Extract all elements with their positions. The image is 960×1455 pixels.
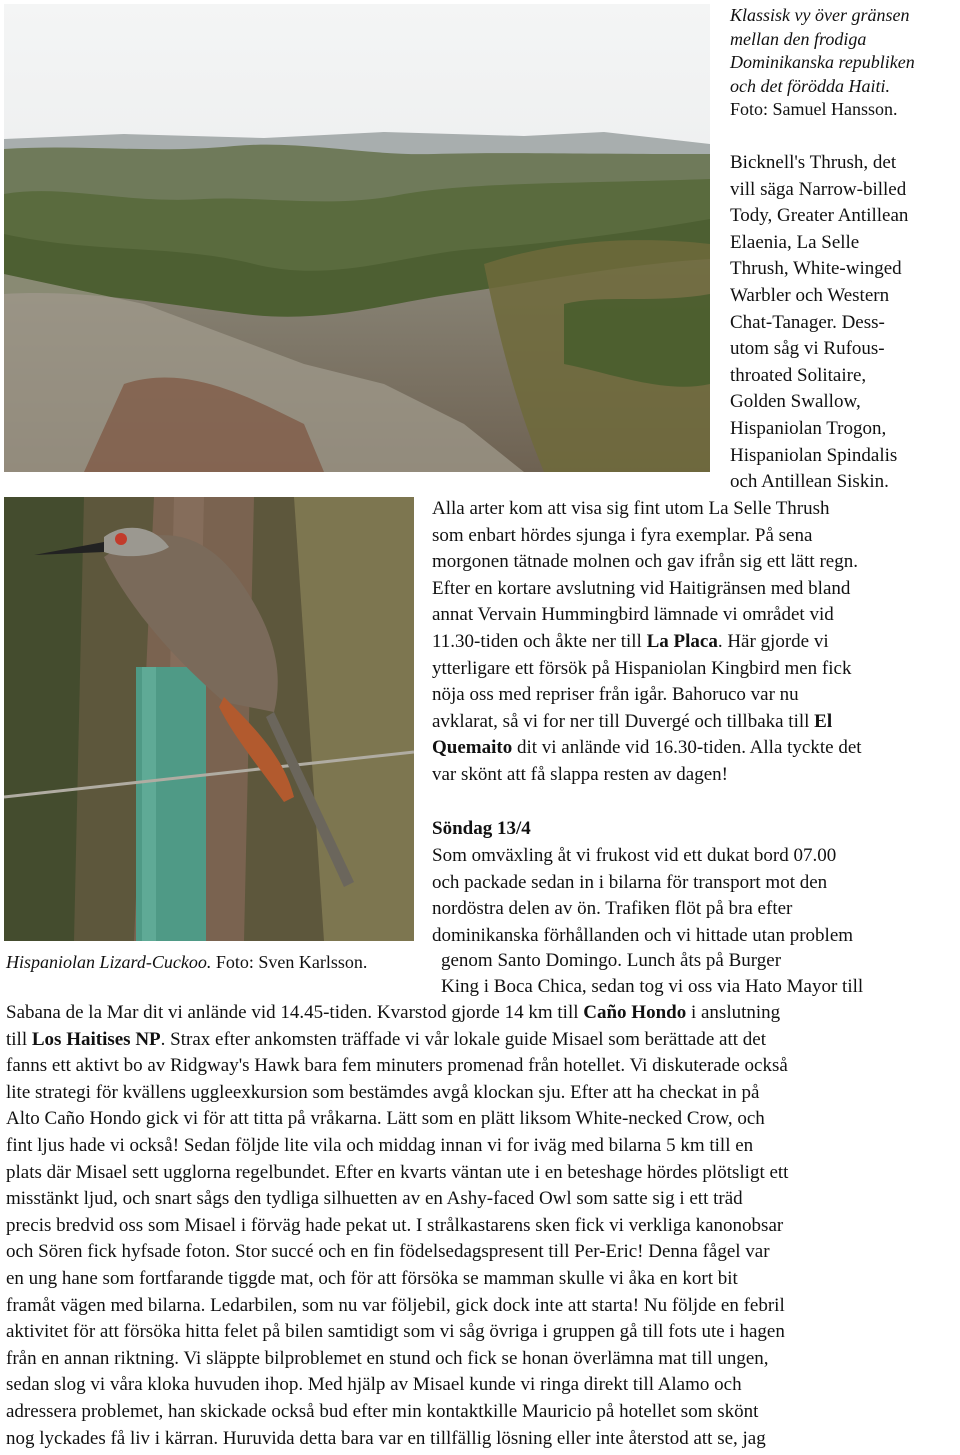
caption-line: och det förödda Haiti. xyxy=(730,75,890,96)
text-line: fint ljus hade vi också! Sedan följde lite vila och middag innan vi for iväg med bilarna 5 km till en xyxy=(6,1134,754,1156)
text-line: Thrush, White-winged xyxy=(730,258,902,280)
text-line: Warbler och Western xyxy=(730,284,890,306)
text-line: en ung hane som fortfarande tiggde mat, och för att försöka se mamman skulle vi åka en kort bit xyxy=(6,1267,738,1289)
text-line: framåt vägen med bilarna. Ledarbilen, som nu var följebil, gick dock inte att starta! Nu följde en febril xyxy=(6,1294,785,1316)
text-line xyxy=(432,735,862,762)
text-span: dit vi anlände vid 16.30-tiden. Alla tyckte det xyxy=(512,737,862,759)
text-line: King i Boca Chica, sedan tog vi oss via Hato Mayor till xyxy=(441,976,864,997)
text-line: Golden Swallow, xyxy=(730,391,861,413)
text-line: Hispaniolan Spindalis xyxy=(730,444,898,466)
text-line: ytterligare ett försök på Hispaniolan Kingbird men fick xyxy=(432,657,852,679)
section-heading: Söndag 13/4 xyxy=(432,818,531,839)
caption-species: Hispaniolan Lizard-Cuckoo. xyxy=(6,952,212,972)
photo-credit: Foto: Samuel Hansson. xyxy=(730,99,898,120)
text-line: adressera problemet, han skickade också bud efter min kontaktkille Mauricio på hotellet som skönt xyxy=(6,1400,759,1422)
text-line xyxy=(432,629,862,656)
text-line xyxy=(6,1027,788,1054)
place-name: Quemaito xyxy=(432,737,513,759)
text-line: och packade sedan in i bilarna för transport mot den xyxy=(432,871,828,893)
text-line: aktivitet för att försöka hitta felet på bilen samtidigt som vi såg övriga i gruppen gå till fots ute i hagen xyxy=(6,1321,785,1343)
landscape-caption xyxy=(730,4,915,122)
text-line: genom Santo Domingo. Lunch åts på Burger xyxy=(441,950,782,971)
caption-line: Dominikanska republiken xyxy=(730,52,915,73)
text-span: avklarat, så vi for ner till Duvergé och tillbaka till xyxy=(432,710,815,732)
text-line: annat Vervain Hummingbird lämnade vi området vid xyxy=(432,604,834,626)
text-span: till xyxy=(6,1028,32,1050)
text-line: Efter en kortare avslutning vid Haitigränsen med bland xyxy=(432,577,851,599)
text-line: Alto Caño Hondo gick vi för att titta på vråkarna. Lätt som en plätt liksom White-necked Crow, och xyxy=(6,1108,765,1130)
text-line: nordöstra delen av ön. Trafiken flöt på bra efter xyxy=(432,898,793,920)
text-span: . Strax efter ankomsten träffade vi vår lokale guide Misael som berättade att det xyxy=(160,1028,766,1050)
text-line: var skönt att få slappa resten av dagen! xyxy=(432,763,728,785)
right-column-text xyxy=(730,150,908,496)
text-line: och Antillean Siskin. xyxy=(730,471,889,493)
text-line: utom såg vi Rufous- xyxy=(730,338,885,360)
text-line: sedan slog vi våra kloka huvuden ihop. Med hjälp av Misael kunde vi ringa direkt till Alamo och xyxy=(6,1374,742,1396)
place-name: Los Haitises NP xyxy=(31,1028,161,1050)
photo-credit: Foto: Sven Karlsson. xyxy=(211,952,368,972)
text-line: och Sören fick hyfsade foton. Stor succé och en fin födelsedagspresent till Per-Eric! Denna fågel var xyxy=(6,1241,770,1263)
sunday-text xyxy=(432,843,853,949)
text-line: misstänkt ljud, och snart sågs den tydliga silhuetten av en Ashy-faced Owl som satte sig i ett träd xyxy=(6,1188,743,1210)
text-span: 11.30-tiden och åkte ner till xyxy=(432,630,647,652)
text-line: precis bredvid oss som Misael i förväg hade pekat ut. I strålkastarens sken fick vi verkliga kanonobsar xyxy=(6,1214,784,1236)
text-line: fanns ett aktivt bo av Ridgway's Hawk bara fem minuters promenad från hotellet. Vi diskuterade också xyxy=(6,1055,788,1077)
landscape-photo xyxy=(4,4,710,472)
text-line: lite strategi för kvällens uggleexkursion som bestämdes avgå klockan sju. Efter att ha checkat in på xyxy=(6,1081,760,1103)
text-line: plats där Misael sett ugglorna regelbundet. Efter en kvarts väntan ute i en beteshage hördes plötsligt ett xyxy=(6,1161,789,1183)
text-line: nog lyckades få liv i kärran. Huruvida detta bara var en tillfällig lösning eller inte återstod att se, jag xyxy=(6,1427,766,1449)
text-line: vill säga Narrow-billed xyxy=(730,178,907,200)
text-line: Alla arter kom att visa sig fint utom La Selle Thrush xyxy=(432,498,830,519)
text-line: Bicknell's Thrush, det xyxy=(730,152,897,173)
caption-line: mellan den frodiga xyxy=(730,28,867,49)
text-line: som enbart hördes sjunga i fyra exemplar. På sena xyxy=(432,524,813,546)
mid-column-text xyxy=(432,496,862,789)
text-line: nöja oss med repriser från igår. Bahoruco var nu xyxy=(432,684,799,706)
place-name: El xyxy=(814,710,833,732)
full-width-text xyxy=(6,1000,788,1452)
text-line xyxy=(6,1000,788,1027)
text-line xyxy=(432,709,862,736)
text-line: Tody, Greater Antillean xyxy=(730,205,909,227)
text-line: Elaenia, La Selle xyxy=(730,231,860,253)
text-line: Som omväxling åt vi frukost vid ett dukat bord 07.00 xyxy=(432,845,837,866)
text-span: i anslutning xyxy=(686,1002,781,1023)
lizard-cuckoo-photo xyxy=(4,497,414,941)
text-line: från en annan riktning. Vi släppte bilproblemet en stund och fick se honan överlämna mat till ungen, xyxy=(6,1347,769,1369)
text-line: Hispaniolan Trogon, xyxy=(730,417,887,439)
text-line: throated Solitaire, xyxy=(730,364,867,386)
text-span: Sabana de la Mar dit vi anlände vid 14.45-tiden. Kvarstod gjorde 14 km till xyxy=(6,1002,584,1023)
caption-line: Klassisk vy över gränsen xyxy=(730,5,910,25)
bird-caption xyxy=(6,950,367,974)
place-name: La Placa xyxy=(646,630,718,652)
text-line: dominikanska förhållanden och vi hittade utan problem xyxy=(432,924,854,946)
text-line: morgonen tätnade molnen och gav ifrån sig ett lätt regn. xyxy=(432,551,858,573)
place-name: Caño Hondo xyxy=(583,1002,687,1023)
text-line: Chat-Tanager. Dess- xyxy=(730,311,885,333)
text-span: . Här gjorde vi xyxy=(717,630,829,652)
